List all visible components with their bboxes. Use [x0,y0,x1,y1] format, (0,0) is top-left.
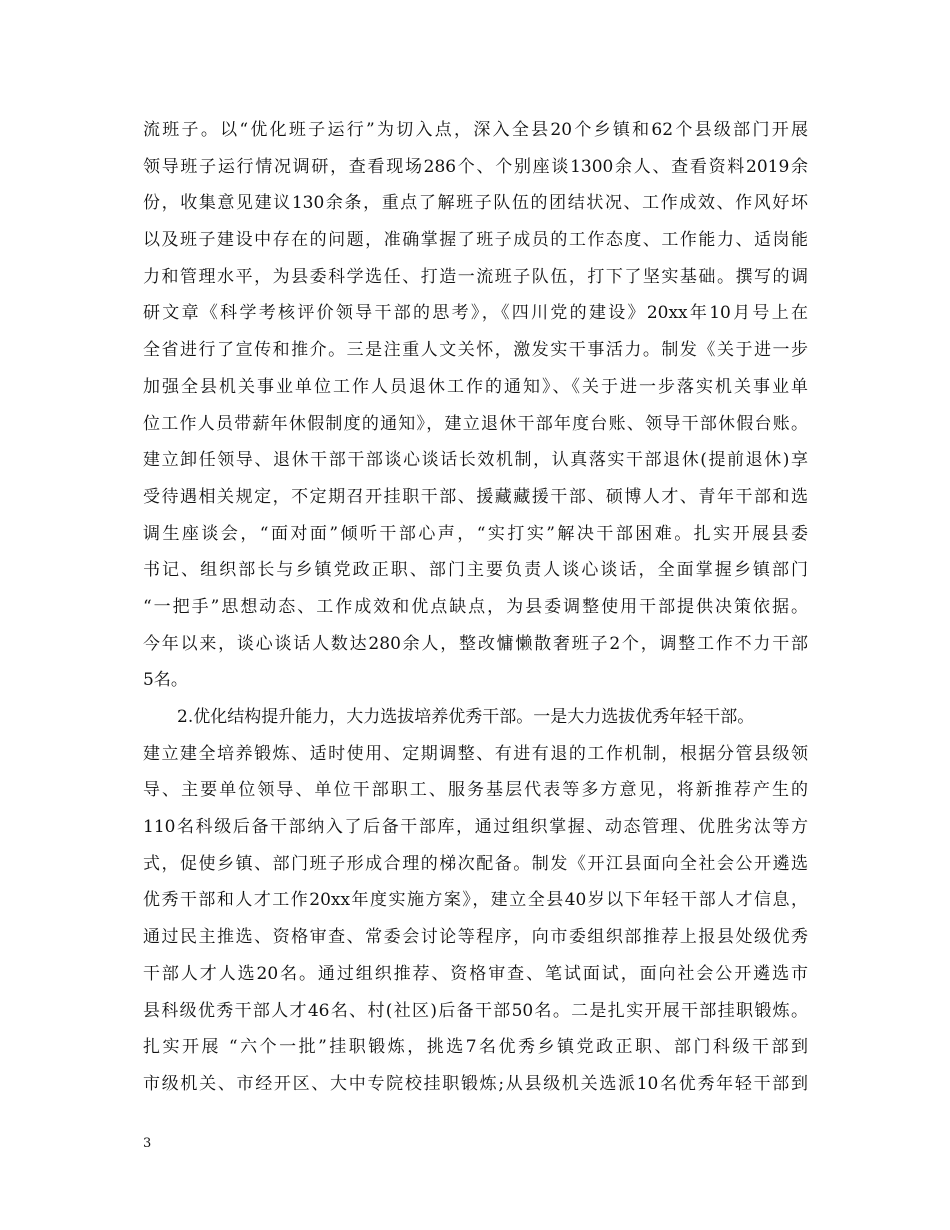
text-line: 全省进行了宣传和推介。三是注重人文关怀，激发实干事活力。制发《关于进一步 [143,340,808,361]
text-line: 加强全县机关事业单位工作人员退休工作的通知》、《关于进一步落实机关事业单 [143,376,808,397]
text-line: 以及班子建设中存在的问题，准确掌握了班子成员的工作态度、工作能力、适岗能 [143,230,808,251]
text-line: 今年以来，谈心谈话人数达280余人，整改慵懒散奢班子2个，调整工作不力干部 [143,633,808,654]
text-line: 流班子。以“优化班子运行”为切入点，深入全县20个乡镇和62个县级部门开展 [143,120,808,140]
text-line: 2.优化结构提升能力，大力选拔培养优秀干部。一是大力选拔优秀年轻干部。 [177,707,755,727]
text-line: 领导班子运行情况调研，查看现场286个、个别座谈1300余人、查看资料2019余 [143,156,808,177]
text-line: 县科级优秀干部人才46名、村(社区)后备干部50名。二是扎实开展干部挂职锻炼。 [143,1000,808,1021]
text-line: 式，促使乡镇、部门班子形成合理的梯次配备。制发《开江县面向全社会公开遴选 [143,853,808,874]
text-line: 建立建全培养锻炼、适时使用、定期调整、有进有退的工作机制，根据分管县级领 [143,743,808,764]
text-line: 份，收集意见建议130余条，重点了解班子队伍的团结状况、工作成效、作风好坏 [143,193,808,214]
text-line: 位工作人员带薪年休假制度的通知》，建立退休干部年度台账、领导干部休假台账。 [143,413,808,434]
text-line: 调生座谈会，“面对面”倾听干部心声，“实打实”解决干部困难。扎实开展县委 [143,523,808,544]
text-line: 扎实开展 “六个一批”挂职锻炼，挑选7名优秀乡镇党政正职、部门科级干部到 [143,1037,808,1058]
text-line: 干部人才人选20名。通过组织推荐、资格审查、笔试面试，面向社会公开遴选市 [143,963,808,984]
text-line: 书记、组织部长与乡镇党政正职、部门主要负责人谈心谈话，全面掌握乡镇部门 [143,560,808,581]
text-line: “一把手”思想动态、工作成效和优点缺点，为县委调整使用干部提供决策依据。 [143,596,808,617]
text-line: 市级机关、市经开区、大中专院校挂职锻炼;从县级机关选派10名优秀年轻干部到 [143,1073,808,1094]
text-line: 研文章《科学考核评价领导干部的思考》，《四川党的建设》20xx年10月号上在 [143,303,808,324]
text-line: 受待遇相关规定，不定期召开挂职干部、援藏藏援干部、硕博人才、青年干部和选 [143,486,808,507]
text-line: 110名科级后备干部纳入了后备干部库，通过组织掌握、动态管理、优胜劣汰等方 [143,817,808,838]
text-line: 通过民主推选、资格审查、常委会讨论等程序，向市委组织部推荐上报县处级优秀 [143,927,808,948]
page-number: 3 [143,1136,152,1151]
text-line: 力和管理水平，为县委科学选任、打造一流班子队伍，打下了坚实基础。撰写的调 [143,266,808,287]
text-line: 5名。 [143,670,188,691]
text-line: 建立卸任领导、退休干部干部谈心谈话长效机制，认真落实干部退休(提前退休)享 [143,450,808,471]
text-line: 导、主要单位领导、单位干部职工、服务基层代表等多方意见，将新推荐产生的 [143,780,808,801]
body-text [143,112,808,1103]
text-line: 优秀干部和人才工作20xx年度实施方案》，建立全县40岁以下年轻干部人才信息， [143,890,808,911]
